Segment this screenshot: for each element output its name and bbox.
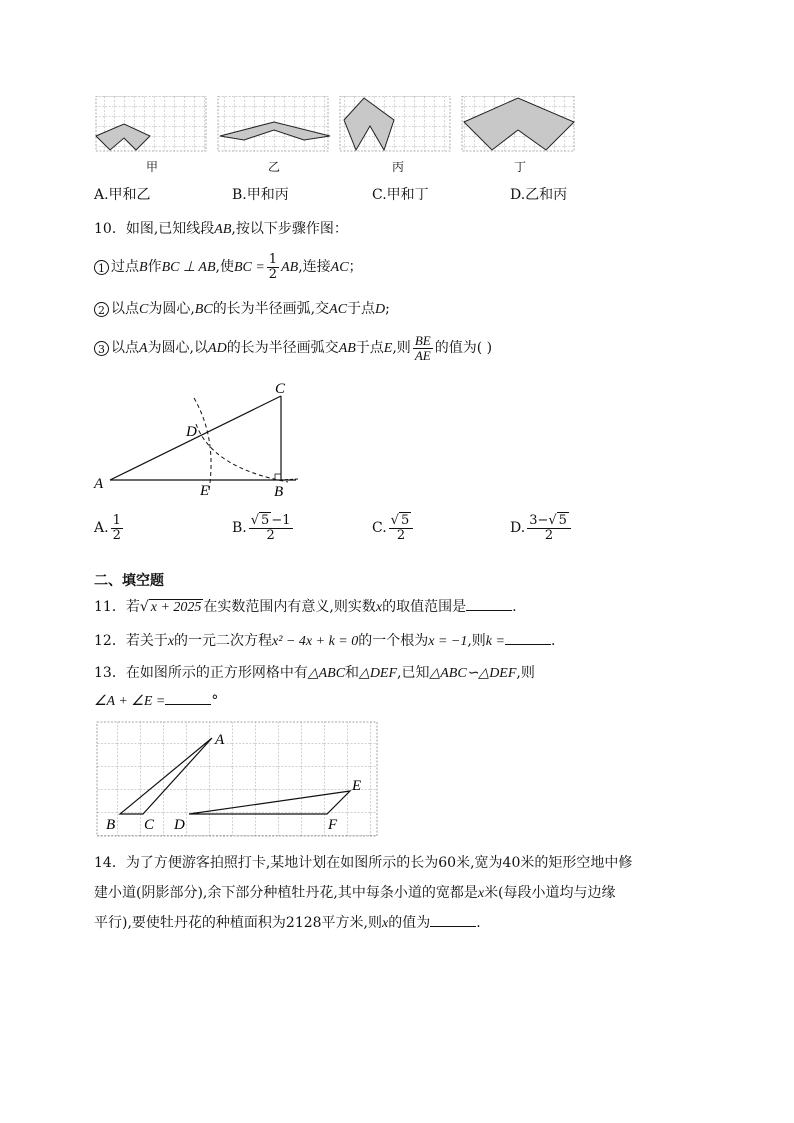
- q10-option-a[interactable]: A. $\frac{1}{2}$: [94, 513, 121, 543]
- q9-figures: [94, 96, 580, 154]
- q10-step2: 2 以点C为圆心,BC的长为半径画弧,交AC于点D;: [94, 298, 390, 318]
- figure-label-bing: 丙: [392, 160, 405, 174]
- grid-point-c: C: [144, 817, 155, 833]
- figure-label-jia: 甲: [146, 160, 159, 174]
- grid-point-d: D: [174, 817, 185, 833]
- q14-line2: 建小道(阴影部分),余下部分种植牡丹花,其中每条小道的宽都是x米(每段小道均与边缘: [94, 885, 616, 901]
- grid-point-b: B: [106, 817, 116, 833]
- q13-answer-blank[interactable]: [165, 692, 211, 705]
- q10-step3: 3 以点A为圆心,以AD的长为半径画弧交AB于点E,则 $\frac{BE}{AE}$ 的值为( ): [94, 334, 492, 362]
- step2-marker: 2: [94, 302, 109, 317]
- q10-option-b[interactable]: B. $\frac{√ 5 -1}{2}$: [232, 513, 291, 543]
- q14-line1: 14．为了方便游客拍照打卡,某地计划在如图所示的长为60米,宽为40米的矩形空地中修: [94, 855, 633, 871]
- point-c-label: C: [275, 381, 286, 397]
- point-b-label: B: [274, 484, 284, 500]
- q13-figure: [94, 720, 380, 838]
- grid-point-a: A: [215, 732, 225, 748]
- step3-marker: 3: [94, 341, 109, 356]
- section-title: 二、填空题: [94, 573, 164, 589]
- grid-point-f: F: [328, 817, 338, 833]
- q10-figure: [92, 378, 312, 500]
- figure-label-yi: 乙: [268, 160, 281, 174]
- q10-stem: 10．如图,已知线段AB,按以下步骤作图：: [94, 221, 348, 237]
- q11: 11．若√ x + 2025 在实数范围内有意义,则实数x的取值范围是 .: [94, 599, 517, 615]
- q9-option-d[interactable]: D.乙和丙: [510, 187, 568, 203]
- q12-answer-blank[interactable]: [505, 632, 551, 645]
- figure-yi: [218, 96, 330, 151]
- q12: 12．若关于x的一元二次方程x² − 4x + k = 0的一个根为x = −1,则k = .: [94, 633, 556, 649]
- grid-point-e: E: [352, 778, 362, 794]
- q13-line2: ∠A + ∠E = °: [94, 693, 219, 709]
- q10-option-d[interactable]: D. $\frac{3-√ 5}{2}$: [510, 514, 573, 542]
- q9-option-b[interactable]: B.甲和丙: [232, 187, 289, 203]
- figure-ding: [462, 96, 574, 151]
- q10-option-c[interactable]: C. $\frac{√ 5}{2}$: [372, 514, 415, 542]
- figure-label-ding: 丁: [514, 160, 527, 174]
- point-e-label: E: [200, 483, 210, 499]
- q11-answer-blank[interactable]: [466, 598, 512, 611]
- figure-jia: [96, 96, 206, 151]
- q14-answer-blank[interactable]: [430, 914, 476, 927]
- q13: 13．在如图所示的正方形网格中有△ABC和△DEF,已知△ABC∽△DEF,则: [94, 665, 535, 681]
- q9-option-c[interactable]: C.甲和丁: [372, 187, 429, 203]
- point-d-label: D: [186, 424, 197, 440]
- step1-marker: 1: [94, 260, 109, 275]
- q9-option-a[interactable]: A.甲和乙: [94, 187, 151, 203]
- figure-bing: [340, 96, 450, 151]
- point-a-label: A: [94, 476, 104, 492]
- q14-line3: 平行),要使牡丹花的种植面积为2128平方米,则x的值为 .: [94, 915, 481, 931]
- q10-step1: 1 过点B作BC ⊥ AB,使BC = $\frac{1}{2}$ AB,连接AC；: [94, 253, 363, 281]
